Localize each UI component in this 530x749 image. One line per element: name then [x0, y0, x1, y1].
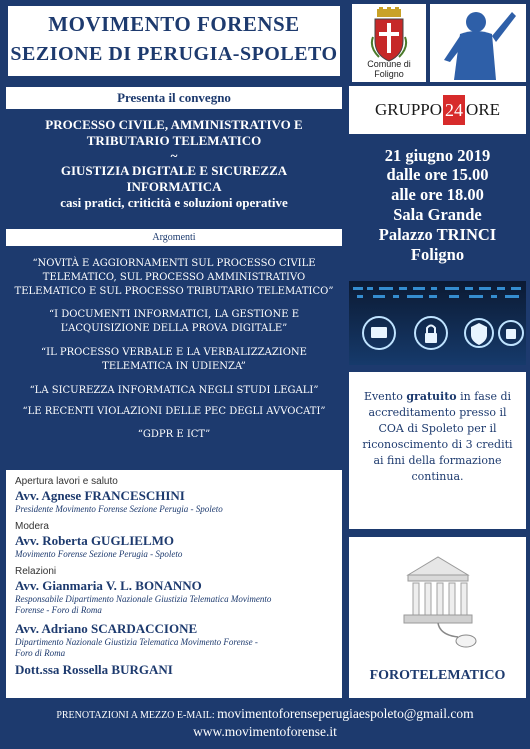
evento-text-gratuito: gratuito — [406, 390, 457, 403]
event-time-to: alle ore 18.00 — [391, 185, 484, 204]
topic-line: TELEMATICO E SUL PROCESSO TRIBUTARIO TELEMATICO” — [14, 286, 334, 297]
topic-line: L’ACQUISIZIONE DELLA PROVA DIGITALE” — [60, 323, 288, 334]
topic-line: TELEMATICA IN UDIENZA” — [102, 361, 246, 372]
speakers-box — [6, 470, 342, 698]
movimento-forense-logo — [430, 4, 526, 82]
topic-line: “I DOCUMENTI INFORMATICI, LA GESTIONE E — [48, 309, 299, 320]
header-box — [6, 4, 342, 78]
event-time-from: dalle ore 15.00 — [386, 165, 489, 184]
role-label: Modera — [15, 521, 49, 532]
event-city: Foligno — [410, 245, 465, 264]
title-line-2: TRIBUTARIO TELEMATICO — [86, 133, 262, 148]
speaker-description: Movimento Forense Sezione Perugia - Spoleto — [15, 549, 183, 559]
speaker-name: Avv. Agnese FRANCESCHINI — [15, 488, 185, 503]
title-line-1: PROCESSO CIVILE, AMMINISTRATIVO E — [45, 117, 303, 132]
role-label: Apertura lavori e saluto — [15, 476, 118, 487]
contact-email-link[interactable]: movimentoforenseperugiaespoleto@gmail.com — [217, 706, 474, 721]
comune-foligno-logo — [352, 4, 426, 82]
speaker-name: Avv. Roberta GUGLIELMO — [15, 533, 175, 548]
coat-of-arms-icon — [369, 7, 409, 63]
argomenti-bar: Argomenti — [6, 229, 342, 246]
header-title: MOVIMENTO FORENSE — [48, 12, 300, 36]
gruppo-24ore-logo — [349, 86, 526, 134]
topic-line: “LE RECENTI VIOLAZIONI DELLE PEC DEGLI AVVOCATI” — [22, 406, 326, 417]
speaker-name: Avv. Gianmaria V. L. BONANNO — [15, 578, 202, 593]
role-label: Relazioni — [15, 566, 57, 577]
evento-text-pre: Evento — [363, 390, 407, 403]
courthouse-mouse-icon — [388, 545, 488, 655]
header-subtitle: SEZIONE DI PERUGIA-SPOLETO — [10, 43, 338, 65]
evento-info-box — [349, 372, 526, 529]
evento-text-rest: in fase di accreditamento presso il COA di Spoleto per il riconoscimento di 3 crediti ai fini della formazione continua. — [362, 390, 513, 483]
topic-line: “NOVITÀ E AGGIORNAMENTI SUL PROCESSO CIVILE — [32, 258, 316, 269]
speaker-description: Foro di Roma — [15, 648, 66, 658]
logo-text-24: 24 — [443, 95, 465, 125]
topic-item — [6, 308, 342, 336]
topic-item — [6, 384, 342, 398]
prenotazioni-label: PRENOTAZIONI A MEZZO E-MAIL: — [56, 710, 218, 721]
topic-item — [6, 346, 342, 374]
foligno-caption: Comune di Foligno — [367, 59, 411, 79]
logo-text-ore: ORE — [466, 100, 501, 119]
forotelematico-label: FOROTELEMATICO — [369, 668, 506, 683]
event-date: 21 giugno 2019 — [384, 146, 491, 165]
presenta-bar: Presenta il convegno — [6, 87, 342, 109]
title-subtitle: casi pratici, criticità e soluzioni operative — [60, 195, 288, 210]
title-line-4: INFORMATICA — [126, 179, 222, 194]
logo-text-gruppo: GRUPPO — [374, 100, 443, 119]
topic-item — [6, 405, 342, 419]
topic-line: “IL PROCESSO VERBALE E LA VERBALIZZAZIONE — [41, 347, 307, 358]
topic-item — [6, 428, 342, 442]
speaker-name: Dott.ssa Rossella BURGANI — [15, 662, 173, 677]
speaker-description: Dipartimento Nazionale Giustizia Telematica Movimento Forense - — [15, 637, 258, 647]
topic-line: “LA SICUREZZA INFORMATICA NEGLI STUDI LEGALI” — [29, 385, 319, 396]
prenotazioni-line — [0, 705, 530, 723]
speaker-description: Forense - Foro di Roma — [15, 605, 102, 615]
speaker-description: Presidente Movimento Forense Sezione Perugia - Spoleto — [15, 504, 223, 514]
topic-line: TELEMATICO, SUL PROCESSO AMMINISTRATIVO — [42, 272, 306, 283]
forotelematico-box — [349, 537, 526, 698]
event-venue-2: Palazzo TRINCI — [378, 225, 497, 244]
website-link[interactable]: www.movimentoforense.it — [193, 724, 337, 739]
conference-title — [6, 117, 342, 211]
lawyer-silhouette-icon — [430, 4, 526, 82]
title-tilde: ~ — [170, 148, 178, 163]
topic-line: “GDPR E ICT” — [137, 429, 211, 440]
speaker-name: Avv. Adriano SCARDACCIONE — [15, 621, 198, 636]
title-line-3: GIUSTIZIA DIGITALE E SICUREZZA — [60, 163, 288, 178]
security-icons — [349, 281, 526, 365]
speaker-description: Responsabile Dipartimento Nazionale Giustizia Telematica Movimento — [15, 594, 272, 604]
event-venue-1: Sala Grande — [393, 205, 482, 224]
topic-item — [6, 257, 342, 299]
security-tech-image — [349, 281, 526, 365]
